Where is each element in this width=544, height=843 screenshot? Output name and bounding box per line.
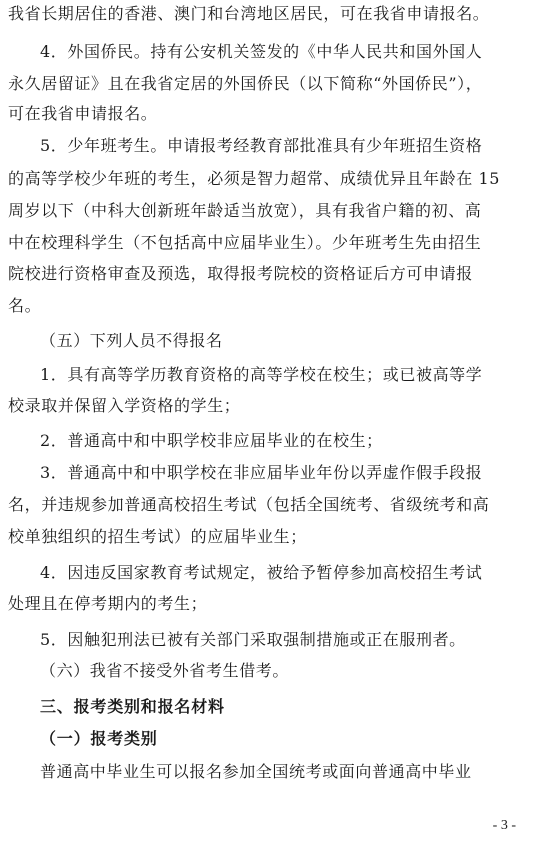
text-line: 可在我省申请报名。 [8, 104, 158, 123]
text-line: 5．少年班考生。申请报考经教育部批准具有少年班招生资格 [40, 136, 483, 155]
text-line: 名。 [8, 296, 42, 315]
text-line: 名，并违规参加普通高校招生考试（包括全国统考、省级统考和高 [8, 495, 490, 514]
text-line: 校录取并保留入学资格的学生； [8, 396, 241, 415]
text-line: 5．因触犯刑法已被有关部门采取强制措施或正在服刑者。 [40, 630, 466, 649]
text-line: 我省长期居住的香港、澳门和台湾地区居民，可在我省申请报名。 [8, 4, 490, 23]
subsection-heading: （一）报考类别 [40, 729, 158, 748]
text-line: 的高等学校少年班的考生，必须是智力超常、成绩优异且年龄在 15 [8, 169, 501, 188]
text-line: 处理且在停考期内的考生； [8, 594, 208, 613]
text-line: 普通高中毕业生可以报名参加全国统考或面向普通高中毕业 [40, 762, 472, 781]
text-line: 永久居留证》且在我省定居的外国侨民（以下简称“外国侨民”）， [8, 74, 483, 93]
text-line: 1．具有高等学历教育资格的高等学校在校生；或已被高等学 [40, 365, 483, 384]
text-line: 周岁以下（中科大创新班年龄适当放宽），具有我省户籍的初、高 [8, 201, 482, 220]
text-line: 4．外国侨民。持有公安机关签发的《中华人民共和国外国人 [40, 42, 483, 61]
chapter-heading: 三、报考类别和报名材料 [40, 697, 225, 716]
page-number: - 3 - [492, 818, 516, 833]
text-line: 2．普通高中和中职学校非应届毕业的在校生； [40, 431, 383, 450]
text-line: 3．普通高中和中职学校在非应届毕业年份以弄虚作假手段报 [40, 463, 483, 482]
text-line: 校单独组织的招生考试）的应届毕业生； [8, 527, 307, 546]
section-heading: （六）我省不接受外省考生借考。 [40, 661, 290, 680]
text-line: 院校进行资格审查及预选，取得报考院校的资格证后方可申请报 [8, 264, 473, 283]
text-line: 4．因违反国家教育考试规定，被给予暂停参加高校招生考试 [40, 563, 483, 582]
section-heading: （五）下列人员不得报名 [40, 331, 223, 350]
text-line: 中在校理科学生（不包括高中应届毕业生）。少年班考生先由招生 [8, 233, 482, 252]
